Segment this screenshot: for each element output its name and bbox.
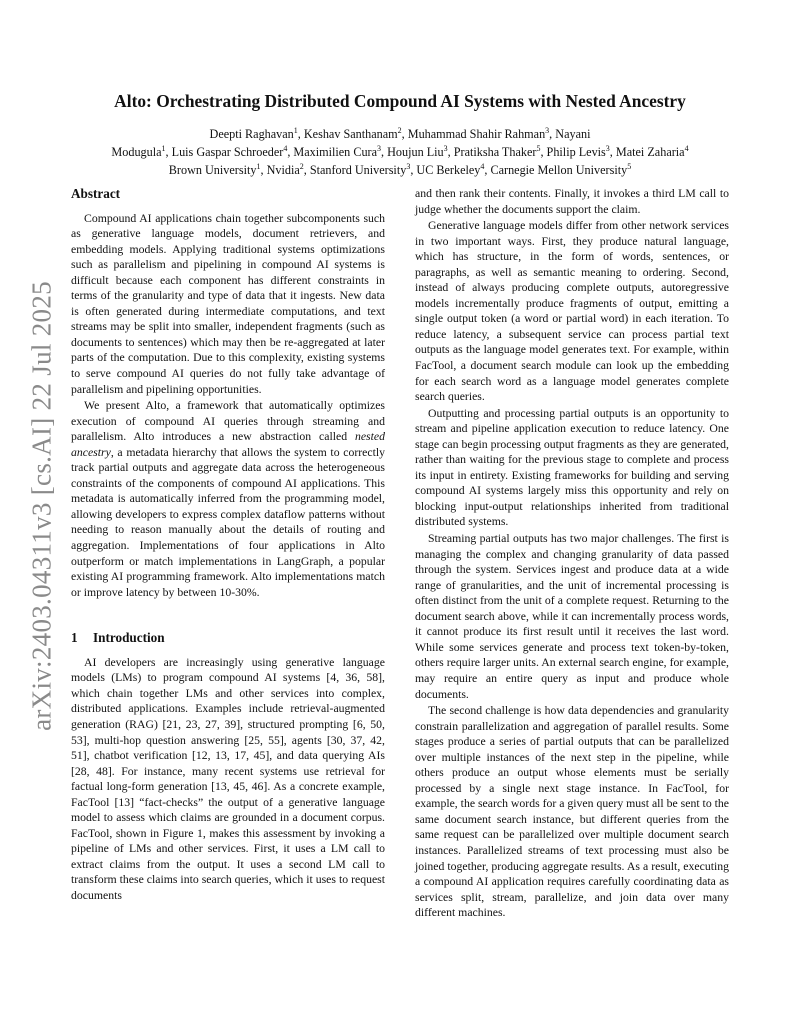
affiliation-marker: 1 (256, 161, 261, 171)
affiliation-marker: 4 (283, 143, 288, 153)
affiliation-marker: 3 (406, 161, 411, 171)
author-name: Keshav Santhanam (303, 127, 398, 141)
section-title: Introduction (93, 630, 165, 646)
affiliation-marker: 3 (443, 143, 448, 153)
paper-title: Alto: Orchestrating Distributed Compound AI Systems with Nested Ancestry (114, 91, 686, 111)
affiliation-marker: 3 (605, 143, 610, 153)
author-name: Brown University (168, 163, 257, 177)
affiliation-marker: 1 (293, 125, 298, 135)
author-name: Nvidia (266, 163, 300, 177)
abstract-heading: Abstract (71, 186, 121, 201)
abstract-paragraph (71, 398, 385, 600)
author-block (70, 125, 730, 179)
affiliation-marker: 5 (536, 143, 541, 153)
author-name: Pratiksha Thaker (453, 145, 537, 159)
affiliation-marker: 3 (545, 125, 550, 135)
author-name: Muhammad Shahir Rahman (407, 127, 546, 141)
right-column (415, 186, 729, 921)
arxiv-identifier: arXiv:2403.04311v3 [cs.AI] 22 Jul 2025 (26, 281, 57, 731)
abstract-paragraph: Compound AI applications chain together subcomponents such as generative language models, document retrievers, and embedding models. Applying traditional systems optimizations such as parallelism and pipelining in compound AI systems is difficult because each component has different constraints in terms of the granularity and type of data that it ingests. New data is often generated during intermediate computations, and text streams may be split into smaller, independent fragments (such as documents to sentences) which may then be re-aggregated at later parts of the computation. Due to this complexity, existing systems to serve compound AI queries do not fully take advantage of parallelism and pipelining opportunities. (71, 211, 385, 396)
section-heading (71, 630, 385, 646)
author-name: Philip Levis (546, 145, 606, 159)
author-name: Luis Gaspar Schroeder (171, 145, 284, 159)
body-paragraph: Streaming partial outputs has two major challenges. The first is managing the complex and changing granularity of data passed through the system. Services ingest and produce data at a wide range of granularities, and the unit of incremental processing is often distinct from the unit of a complete request. Returning to the document search above, while it can incrementally process words, it cannot produce its first result until it receives the last word. While some services generate and process text token-by-token, others require larger units. An external search engine, for example, may require an entire query as input and produce whole documents. (415, 532, 729, 701)
affiliation-marker: 1 (161, 143, 166, 153)
body-paragraph: The second challenge is how data dependencies and granularity constrain parallelization and aggregation of parallel results. Some stages produce a series of partial outputs that can be parallelized over multiple instances of the next step in the pipeline, while others produce an output whose elements must be serially processed by a single next stage instance. In FacTool, for example, the search words for a given query must all be sent to the same document search instance, but different queries from the same request can be parallelized over multiple document search instances. Parallelized streams of text processing must also be joined together, producing aggregate results. As a result, executing a compound AI application requires carefully coordinating data as services split, stream, parallelize, and join data over many different machines. (415, 704, 729, 920)
author-name: Deepti Raghavan (209, 127, 294, 141)
body-paragraph: Outputting and processing partial outputs is an opportunity to stream and pipeline application execution to reduce latency. One stage can begin processing output fragments as they are generated, rather than waiting for the previous stage to complete and process its input in entirety. Existing frameworks for building and serving compound AI systems largely miss this opportunity and rely on blocking input-output relationships inherited from traditional distributed systems. (415, 406, 729, 529)
author-name: Maximilien Cura (293, 145, 378, 159)
author-line: Modugula$^1$, Luis Gaspar Schroeder$^4$, Maximilien Cura$^3$, Houjun Liu$^3$, Pratiksha Thaker$^5$, Philip Levis$^3$, Matei Zaharia$^4$ (111, 143, 689, 159)
author-line: Deepti Raghavan$^1$, Keshav Santhanam$^2$, Muhammad Shahir Rahman$^3$, Nayani (209, 125, 591, 141)
author-name: Matei Zaharia (615, 145, 685, 159)
affiliation-marker: 3 (377, 143, 382, 153)
abstract-text: , a metadata hierarchy that allows the system to correctly track partial outputs and aggregate data across the heterogeneous constraints of the components of compound AI applications. This metadata is automatically inferred from the programming model, allowing developers to express complex dataflow patterns without needing to reason manually about the details of routing and aggregation. Implementations of four applications in Alto outperform or match implementations in LangGraph, a popular existing AI programming framework. Alto implementations match or improve latency by between 10-30%. (71, 445, 385, 599)
author-name: Stanford University (309, 163, 407, 177)
abstract-text: We present Alto, a framework that automatically optimizes execution of compound AI queries through streaming and parallelism. Alto introduces a new abstraction called (71, 399, 385, 444)
abstract-emphasis: nested ancestry (71, 430, 385, 459)
author-name: Carnegie Mellon University (490, 163, 628, 177)
affiliation-marker: 2 (397, 125, 402, 135)
author-name: UC Berkeley (416, 163, 481, 177)
affiliation-marker: 4 (480, 161, 485, 171)
arxiv-watermark (22, 281, 62, 731)
body-paragraph: AI developers are increasingly using generative language models (LMs) to program compound AI systems [4, 36, 58], which chain together LMs and other services into complex, distributed applications. Examples include retrieval-augmented generation (RAG) [21, 23, 27, 39], structured prompting [6, 50, 53], multi-hop question answering [25, 55], agents [30, 37, 42, 51], chatbot verification [12, 13, 17, 45], and data querying AIs [28, 48]. For instance, many recent systems use retrieval for factual long-form generation [13, 45, 46]. As a concrete example, FacTool [13] “fact-checks” the output of a generative language model to assess which claims are grounded in a document corpus. FacTool, shown in Figure 1, makes this assessment by invoking a pipeline of LMs and other services. First, it uses a LM call to extract claims from the output. It uses a second LM call to transform these claims into search queries, which it uses to request documents (71, 655, 385, 902)
author-name: Nayani (555, 127, 591, 141)
affiliation-marker: 5 (627, 161, 632, 171)
affiliation-line: Brown University$^1$, Nvidia$^2$, Stanford University$^3$, UC Berkeley$^4$, Carnegie Mellon University$^5$ (168, 161, 632, 177)
author-name: Houjun Liu (387, 145, 444, 159)
affiliation-marker: 4 (684, 143, 689, 153)
author-name: Modugula (111, 145, 162, 159)
section-number: 1 (71, 630, 78, 646)
body-paragraph: Generative language models differ from other network services in two important ways. First, they produce natural language, which has structure, in the form of words, sentences, or paragraphs, as well as semantic meaning to ordering. Second, instead of always producing complete outputs, autoregressive models incrementally produce fragments of output, emitting a single output token (a word or partial word) in each iteration. To reduce latency, a subsequent service can process partial text outputs as the language model generates text. For example, within FacTool, a document search module can look up the embedding for each search word as a language model generates complete search queries. (415, 219, 729, 404)
body-paragraph: and then rank their contents. Finally, it invokes a third LM call to judge whether the documents support the claim. (415, 187, 729, 216)
left-column (71, 186, 385, 904)
affiliation-marker: 2 (299, 161, 304, 171)
